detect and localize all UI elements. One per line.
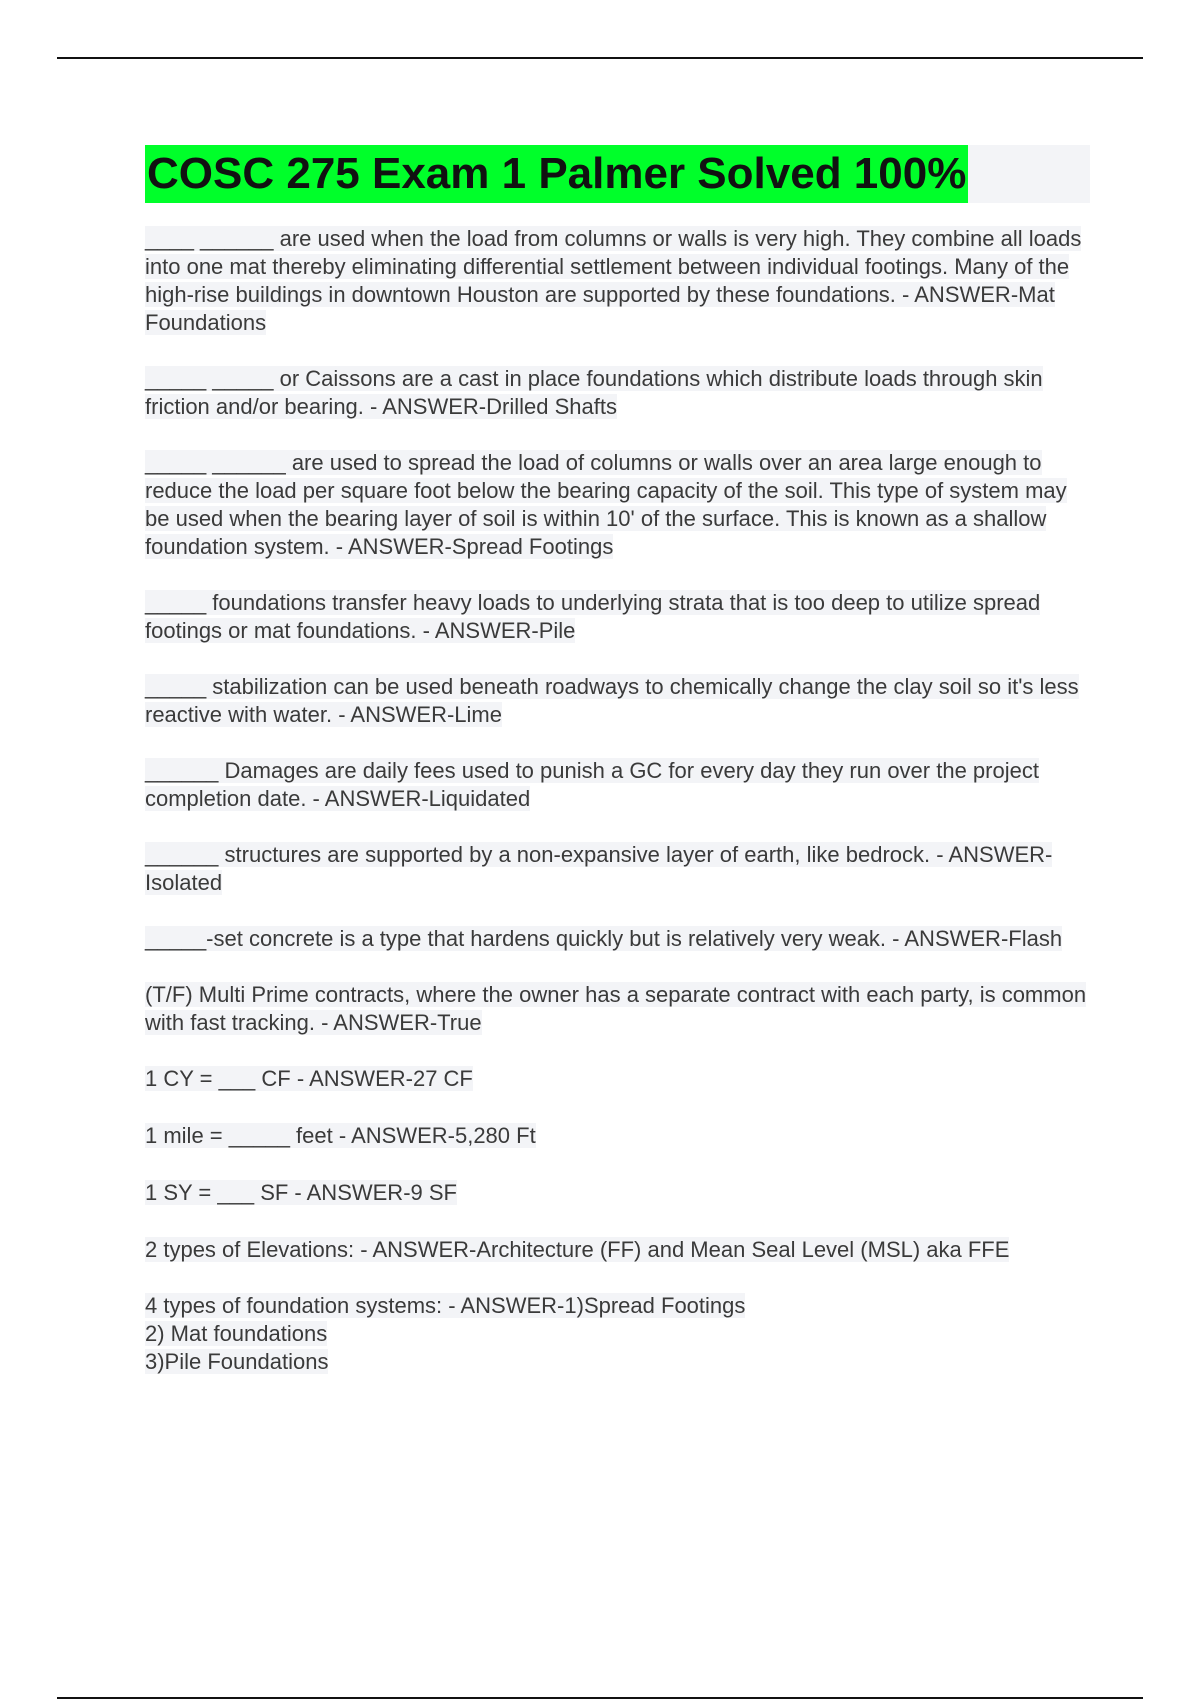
qa-entry: 1 CY = ___ CF - ANSWER-27 CF: [145, 1066, 473, 1091]
qa-entry-multiline: [145, 1292, 1090, 1376]
qa-line: 3)Pile Foundations: [145, 1349, 329, 1374]
document-body: [145, 145, 1090, 1404]
qa-entry: _____ _____ or Caissons are a cast in place foundations which distribute loads through skin friction and/or bearing. - ANSWER-Drilled Shafts: [145, 366, 1043, 419]
qa-line: 2) Mat foundations: [145, 1321, 328, 1346]
qa-entry: ______ Damages are daily fees used to punish a GC for every day they run over the project completion date. - ANSWER-Liquidated: [145, 758, 1039, 811]
qa-entry: _____ stabilization can be used beneath roadways to chemically change the clay soil so it's less reactive with water. - ANSWER-Lime: [145, 674, 1079, 727]
qa-entry: 1 SY = ___ SF - ANSWER-9 SF: [145, 1180, 457, 1205]
top-rule: [57, 57, 1143, 59]
qa-entry: _____ ______ are used to spread the load of columns or walls over an area large enough to reduce the load per square foot below the bearing capacity of the soil. This type of system may be used when the bearing layer of soil is within 10' of the surface. This is known as a shallow foundation system. - ANSWER-Spread Footings: [145, 450, 1067, 559]
qa-entry: (T/F) Multi Prime contracts, where the owner has a separate contract with each party, is common with fast tracking. - ANSWER-True: [145, 982, 1087, 1035]
qa-entry: _____ foundations transfer heavy loads to underlying strata that is too deep to utilize spread footings or mat foundations. - ANSWER-Pile: [145, 590, 1041, 643]
qa-entry: ______ structures are supported by a non-expansive layer of earth, like bedrock. - ANSWER-Isolated: [145, 842, 1053, 895]
document-title: COSC 275 Exam 1 Palmer Solved 100%: [145, 145, 968, 203]
qa-line: 4 types of foundation systems: - ANSWER-1)Spread Footings: [145, 1293, 746, 1318]
qa-entry: 2 types of Elevations: - ANSWER-Architecture (FF) and Mean Seal Level (MSL) aka FFE: [145, 1237, 1010, 1262]
title-block: [145, 145, 1090, 203]
qa-entry: 1 mile = _____ feet - ANSWER-5,280 Ft: [145, 1123, 536, 1148]
qa-entry: _____-set concrete is a type that hardens quickly but is relatively very weak. - ANSWER-Flash: [145, 926, 1063, 951]
qa-entry: ____ ______ are used when the load from columns or walls is very high. They combine all loads into one mat thereby eliminating differential settlement between individual footings. Many of the high-rise buildings in downtown Houston are supported by these foundations. - ANSWER-Mat Foundations: [145, 226, 1082, 335]
bottom-rule: [57, 1697, 1143, 1699]
